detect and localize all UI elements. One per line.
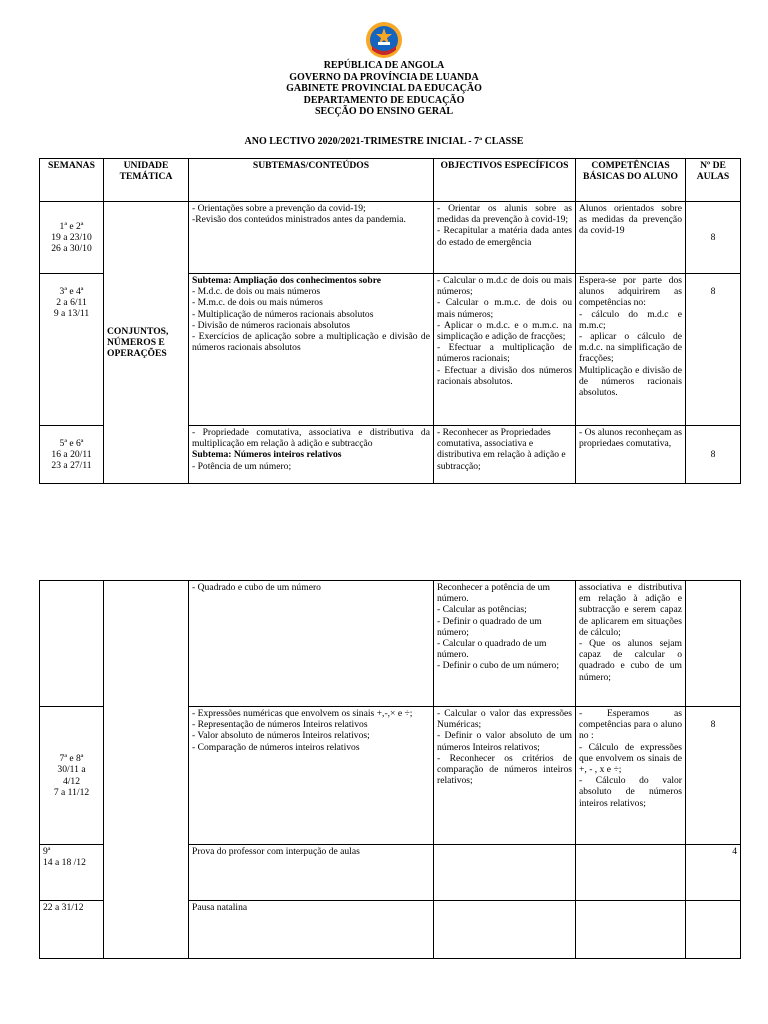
competencias-cell bbox=[576, 845, 686, 901]
semanas-text: 23 a 27/11 bbox=[51, 460, 92, 472]
subtema-heading: Subtema: Ampliação dos conhecimentos sobre bbox=[192, 275, 382, 286]
header-line: REPÚBLICA DE ANGOLA bbox=[323, 60, 445, 71]
conteudos-cell bbox=[189, 274, 434, 426]
conteudo-text: - Multiplicação de números racionais absolutos bbox=[192, 308, 374, 320]
objectivo-text: - Orientar os alunis sobre as medidas da prevenção à covid-19; bbox=[437, 203, 572, 226]
lesson-plan-table-2 bbox=[39, 580, 741, 959]
aulas-cell bbox=[686, 901, 741, 959]
competencias-cell bbox=[576, 274, 686, 426]
objectivos-cell: - Reconhecer as Propriedades comutativa, associativa e distributiva em relação à adição e subtracção; bbox=[434, 426, 576, 484]
semanas-text: 9 a 13/11 bbox=[53, 308, 90, 320]
header-line: GABINETE PROVINCIAL DA EDUCAÇÃO bbox=[286, 83, 482, 95]
objectivos-cell bbox=[434, 274, 576, 426]
semanas-text: 1ª e 2ª bbox=[59, 220, 84, 232]
conteudos-cell bbox=[189, 202, 434, 274]
competencias-cell bbox=[576, 707, 686, 845]
competencia-text: - Cálculo de expressões que envolvem os sinais de +, - , x e ÷; bbox=[579, 741, 682, 776]
aulas-cell: 4 bbox=[686, 845, 741, 901]
header-line: SECÇÃO DO ENSINO GERAL bbox=[314, 106, 454, 118]
column-header: Nº DE AULAS bbox=[686, 159, 741, 202]
objectivo-text: - Efectuar a divisão dos números racionais absolutos. bbox=[437, 364, 572, 387]
aulas-cell: 8 bbox=[686, 426, 741, 484]
semanas-text: 2 a 6/11 bbox=[56, 297, 87, 309]
objectivo-text: - Recapitular a matéria dada antes do estado de emergência bbox=[437, 225, 572, 248]
conteudos-cell bbox=[189, 707, 434, 845]
competencia-text: Espera-se por parte dos alunos adquirirem as competências no: bbox=[579, 275, 682, 309]
column-header: SEMANAS bbox=[40, 159, 104, 202]
semanas-text: 16 a 20/11 bbox=[51, 448, 92, 460]
semanas-cell bbox=[40, 274, 104, 426]
column-header: UNIDADE TEMÁTICA bbox=[104, 159, 189, 202]
semanas-text: 9ª bbox=[43, 846, 51, 857]
conteudo-text: - Representação de números Inteiros relativos bbox=[192, 719, 368, 731]
table-header-row bbox=[40, 159, 741, 202]
competencias-cell: Alunos orientados sobre as medidas da prevenção da covid-19 bbox=[576, 202, 686, 274]
column-header: SUBTEMAS/CONTEÚDOS bbox=[189, 159, 434, 202]
document-header bbox=[0, 60, 768, 118]
semanas-cell bbox=[40, 202, 104, 274]
competencia-text: - Que os alunos sejam capaz de calcular o quadrado e cubo de um número; bbox=[579, 638, 682, 683]
semanas-text: 26 a 30/10 bbox=[51, 243, 92, 255]
objectivo-text: - Calcular o quadrado de um número. bbox=[437, 638, 547, 661]
conteudo-text: - Divisão de números racionais absolutos bbox=[192, 319, 350, 331]
semanas-text: 4/12 bbox=[62, 775, 81, 787]
conteudo-text: -Revisão dos conteúdos ministrados antes da pandemia. bbox=[192, 214, 406, 226]
table-row bbox=[40, 202, 741, 274]
semanas-text: 3ª e 4ª bbox=[59, 286, 84, 297]
aulas-cell: 8 bbox=[686, 707, 741, 845]
conteudo-text: - Exercícios de aplicação sobre a multiplicação e divisão de números racionais absolutos bbox=[192, 331, 430, 354]
objectivo-text: - Calcular o m.d.c de dois ou mais números; bbox=[437, 275, 572, 298]
conteudo-text: - Propriedade comutativa, associativa e distributiva da multiplicação em relação à adição e subtracção bbox=[192, 427, 430, 450]
table-row bbox=[40, 581, 741, 707]
objectivos-cell bbox=[434, 707, 576, 845]
semanas-cell bbox=[40, 581, 104, 707]
aulas-cell: 8 bbox=[686, 202, 741, 274]
lesson-plan-table-1 bbox=[39, 158, 741, 484]
objectivos-cell bbox=[434, 845, 576, 901]
conteudo-text: - Potência de um número; bbox=[192, 460, 292, 472]
unidade-tematica-cell bbox=[104, 581, 189, 959]
competencia-text: - aplicar o cálculo de m.d.c. na simplificação de fracções; bbox=[579, 331, 682, 365]
competencia-text: - Esperamos as competências para o aluno no : bbox=[579, 708, 682, 742]
objectivo-text: - Aplicar o m.d.c. e o m.m.c. na simplicação e adição de fracções; bbox=[437, 319, 572, 343]
objectivo-text: - Calcular as potências; bbox=[437, 604, 527, 616]
conteudos-cell: - Quadrado e cubo de um número bbox=[189, 581, 434, 707]
aulas-cell: 8 bbox=[686, 274, 741, 426]
objectivos-cell bbox=[434, 901, 576, 959]
competencia-text: associativa e distributiva em relação à adição e subtracção e serem capaz de aplicarem em situações de cálculo; bbox=[579, 582, 682, 638]
semanas-text: 30/11 a bbox=[57, 764, 86, 776]
conteudos-cell bbox=[189, 426, 434, 484]
semanas-cell: 22 a 31/12 bbox=[40, 901, 104, 959]
header-line: DEPARTAMENTO DE EDUCAÇÃO bbox=[303, 94, 465, 106]
unidade-tematica-cell: CONJUNTOS, NÚMEROS E OPERAÇÕES bbox=[104, 202, 189, 484]
semanas-text: 7ª e 8ª bbox=[59, 753, 84, 765]
objectivos-cell bbox=[434, 581, 576, 707]
competencias-cell bbox=[576, 901, 686, 959]
conteudos-cell: Pausa natalina bbox=[189, 901, 434, 959]
competencias-cell: - Os alunos reconheçam as propriedaes comutativa, bbox=[576, 426, 686, 484]
semanas-text: 14 a 18 /12 bbox=[43, 857, 86, 869]
objectivo-text: - Definir o valor absoluto de um números Inteiros relativos; bbox=[437, 730, 572, 753]
objectivos-cell bbox=[434, 202, 576, 274]
semanas-text: 19 a 23/10 bbox=[51, 231, 92, 243]
semanas-cell bbox=[40, 707, 104, 845]
semanas-text: 7 a 11/12 bbox=[53, 786, 90, 798]
competencia-text: - Cálculo do valor absoluto de números inteiros relativos; bbox=[579, 775, 682, 809]
subtema-heading: Subtema: Números inteiros relativos bbox=[192, 449, 342, 461]
conteudo-text: - M.d.c. de dois ou mais números bbox=[192, 286, 321, 298]
aulas-cell bbox=[686, 581, 741, 707]
angola-emblem-icon bbox=[364, 20, 404, 60]
column-header: COMPETÊNCIAS BÁSICAS DO ALUNO bbox=[576, 159, 686, 202]
document-subtitle: ANO LECTIVO 2020/2021-TRIMESTRE INICIAL - 7ª CLASSE bbox=[244, 136, 524, 147]
semanas-cell bbox=[40, 426, 104, 484]
conteudos-cell: Prova do professor com interpução de aulas bbox=[189, 845, 434, 901]
conteudo-text: - M.m.c. de dois ou mais números bbox=[192, 297, 323, 309]
objectivo-text: - Definir o quadrado de um número; bbox=[437, 615, 542, 638]
objectivo-text: - Calcular o valor das expressões Numéricas; bbox=[437, 708, 572, 731]
header-line: GOVERNO DA PROVÍNCIA DE LUANDA bbox=[289, 71, 479, 83]
conteudo-text: - Orientações sobre a prevenção da covid-19; bbox=[192, 203, 366, 214]
objectivo-text: - Calcular o m.m.c. de dois ou mais números; bbox=[437, 297, 572, 320]
objectivo-text: Reconhecer a potência de um número. bbox=[437, 582, 550, 605]
competencias-cell bbox=[576, 581, 686, 707]
semanas-cell bbox=[40, 845, 104, 901]
conteudo-text: - Valor absoluto de números Inteiros relativos; bbox=[192, 730, 370, 742]
semanas-text: 5ª e 6ª bbox=[59, 437, 84, 449]
competencia-text: Multiplicação e divisão de de números racionais absolutos. bbox=[579, 364, 682, 399]
objectivo-text: - Reconhecer os critérios de comparação de números inteiros relativos; bbox=[437, 752, 572, 787]
conteudo-text: - Comparação de números inteiros relativos bbox=[192, 741, 360, 753]
objectivo-text: - Efectuar a multiplicação de números racionais; bbox=[437, 342, 572, 365]
conteudo-text: - Expressões numéricas que envolvem os sinais +,-,× e ÷; bbox=[192, 708, 413, 719]
column-header: OBJECTIVOS ESPECÍFICOS bbox=[434, 159, 576, 202]
objectivo-text: - Definir o cubo de um número; bbox=[437, 660, 560, 672]
competencia-text: - cálculo do m.d.c e m.m.c; bbox=[579, 308, 682, 331]
